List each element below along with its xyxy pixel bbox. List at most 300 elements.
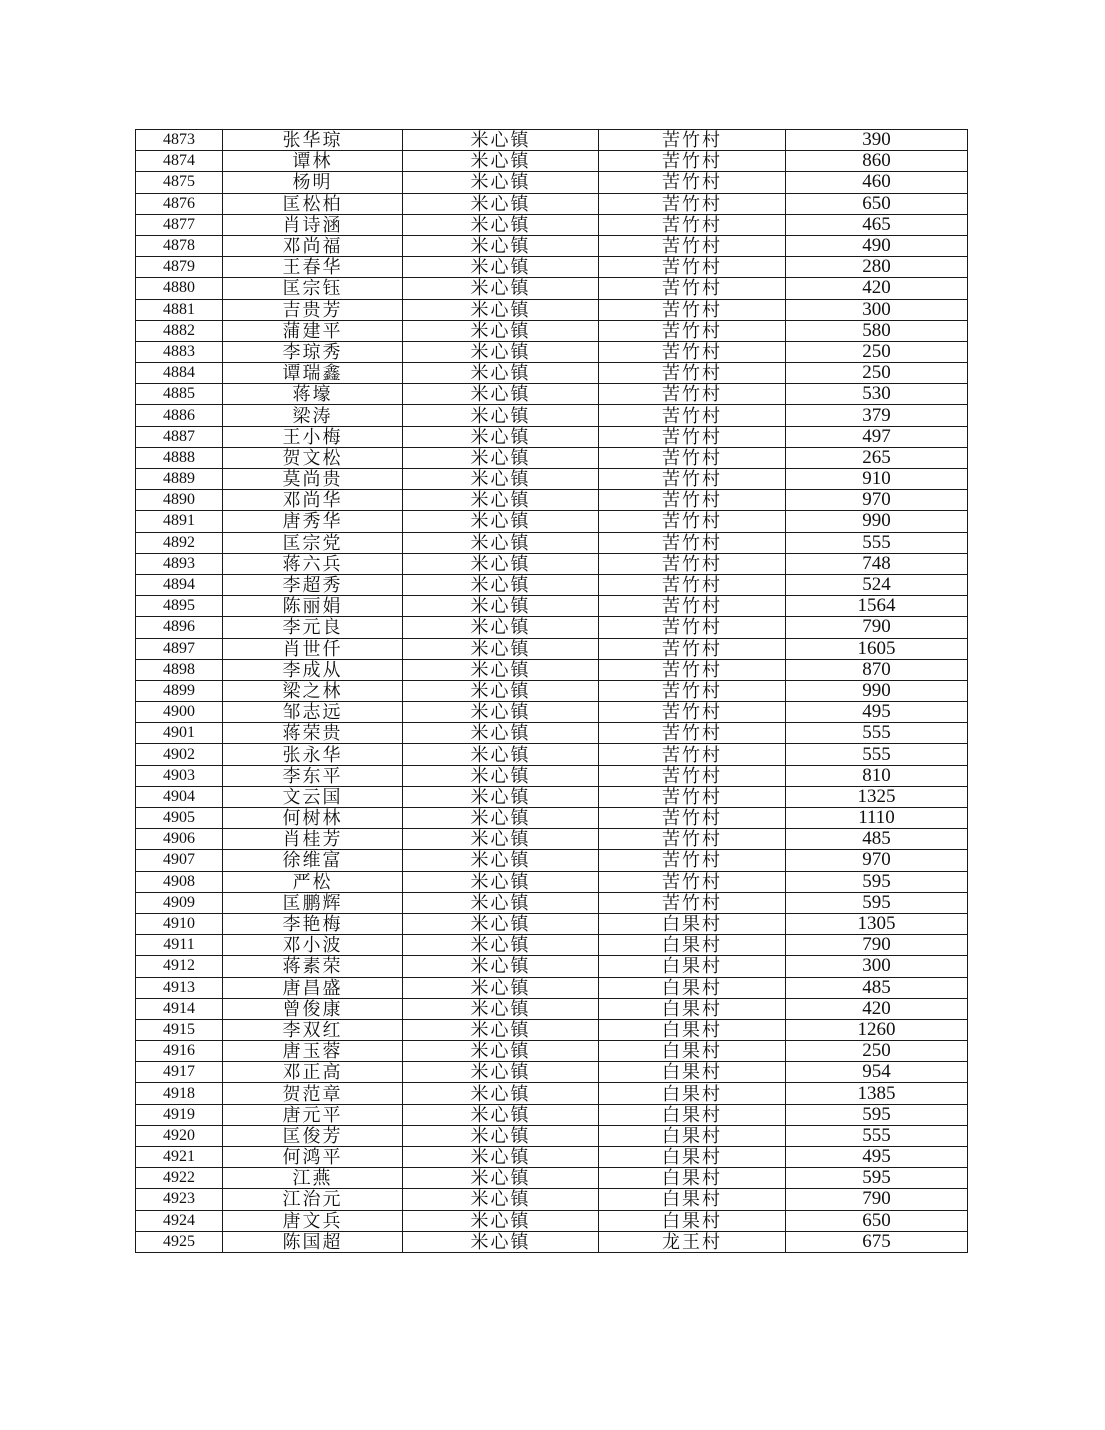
serial-number-cell: 4916 bbox=[136, 1041, 223, 1062]
amount-cell: 650 bbox=[786, 1210, 968, 1231]
amount-cell: 1305 bbox=[786, 913, 968, 934]
amount-cell: 250 bbox=[786, 363, 968, 384]
town-cell: 米心镇 bbox=[403, 1104, 599, 1125]
village-cell: 苦竹村 bbox=[599, 278, 786, 299]
amount-cell: 990 bbox=[786, 511, 968, 532]
serial-number-cell: 4900 bbox=[136, 702, 223, 723]
serial-number-cell: 4877 bbox=[136, 214, 223, 235]
village-cell: 苦竹村 bbox=[599, 447, 786, 468]
table-row bbox=[136, 977, 968, 998]
person-name-cell: 严松 bbox=[223, 871, 403, 892]
village-cell: 苦竹村 bbox=[599, 320, 786, 341]
person-name-cell: 唐昌盛 bbox=[223, 977, 403, 998]
town-cell: 米心镇 bbox=[403, 659, 599, 680]
village-cell: 苦竹村 bbox=[599, 723, 786, 744]
town-cell: 米心镇 bbox=[403, 808, 599, 829]
person-name-cell: 文云国 bbox=[223, 786, 403, 807]
village-cell: 龙王村 bbox=[599, 1231, 786, 1252]
village-cell: 苦竹村 bbox=[599, 235, 786, 256]
amount-cell: 675 bbox=[786, 1231, 968, 1252]
person-name-cell: 张永华 bbox=[223, 744, 403, 765]
person-name-cell: 唐元平 bbox=[223, 1104, 403, 1125]
town-cell: 米心镇 bbox=[403, 532, 599, 553]
person-name-cell: 匡鹏辉 bbox=[223, 892, 403, 913]
amount-cell: 250 bbox=[786, 1041, 968, 1062]
amount-cell: 379 bbox=[786, 405, 968, 426]
person-name-cell: 贺范章 bbox=[223, 1083, 403, 1104]
town-cell: 米心镇 bbox=[403, 765, 599, 786]
amount-cell: 300 bbox=[786, 956, 968, 977]
person-name-cell: 徐维富 bbox=[223, 850, 403, 871]
village-cell: 苦竹村 bbox=[599, 744, 786, 765]
village-cell: 白果村 bbox=[599, 1019, 786, 1040]
village-cell: 白果村 bbox=[599, 1041, 786, 1062]
person-name-cell: 肖桂芳 bbox=[223, 829, 403, 850]
village-cell: 苦竹村 bbox=[599, 384, 786, 405]
amount-cell: 580 bbox=[786, 320, 968, 341]
amount-cell: 954 bbox=[786, 1062, 968, 1083]
serial-number-cell: 4917 bbox=[136, 1062, 223, 1083]
serial-number-cell: 4896 bbox=[136, 617, 223, 638]
person-name-cell: 匡松柏 bbox=[223, 193, 403, 214]
town-cell: 米心镇 bbox=[403, 130, 599, 151]
town-cell: 米心镇 bbox=[403, 723, 599, 744]
serial-number-cell: 4919 bbox=[136, 1104, 223, 1125]
table-row bbox=[136, 1189, 968, 1210]
serial-number-cell: 4876 bbox=[136, 193, 223, 214]
serial-number-cell: 4923 bbox=[136, 1189, 223, 1210]
person-name-cell: 江治元 bbox=[223, 1189, 403, 1210]
serial-number-cell: 4886 bbox=[136, 405, 223, 426]
person-name-cell: 邓尚福 bbox=[223, 235, 403, 256]
village-cell: 白果村 bbox=[599, 1189, 786, 1210]
village-cell: 苦竹村 bbox=[599, 702, 786, 723]
village-cell: 苦竹村 bbox=[599, 659, 786, 680]
table-row bbox=[136, 935, 968, 956]
amount-cell: 490 bbox=[786, 235, 968, 256]
village-cell: 白果村 bbox=[599, 1104, 786, 1125]
person-name-cell: 江燕 bbox=[223, 1168, 403, 1189]
town-cell: 米心镇 bbox=[403, 1019, 599, 1040]
village-cell: 白果村 bbox=[599, 977, 786, 998]
village-cell: 苦竹村 bbox=[599, 490, 786, 511]
person-name-cell: 谭瑞鑫 bbox=[223, 363, 403, 384]
table-row bbox=[136, 1019, 968, 1040]
serial-number-cell: 4892 bbox=[136, 532, 223, 553]
person-name-cell: 匡俊芳 bbox=[223, 1125, 403, 1146]
village-cell: 苦竹村 bbox=[599, 363, 786, 384]
town-cell: 米心镇 bbox=[403, 956, 599, 977]
village-cell: 苦竹村 bbox=[599, 299, 786, 320]
amount-cell: 280 bbox=[786, 257, 968, 278]
town-cell: 米心镇 bbox=[403, 892, 599, 913]
table-row bbox=[136, 193, 968, 214]
amount-cell: 265 bbox=[786, 447, 968, 468]
table-row bbox=[136, 511, 968, 532]
amount-cell: 860 bbox=[786, 151, 968, 172]
person-name-cell: 蒲建平 bbox=[223, 320, 403, 341]
serial-number-cell: 4890 bbox=[136, 490, 223, 511]
table-row bbox=[136, 850, 968, 871]
village-cell: 苦竹村 bbox=[599, 892, 786, 913]
table-row bbox=[136, 278, 968, 299]
town-cell: 米心镇 bbox=[403, 278, 599, 299]
person-name-cell: 杨明 bbox=[223, 172, 403, 193]
town-cell: 米心镇 bbox=[403, 553, 599, 574]
town-cell: 米心镇 bbox=[403, 935, 599, 956]
amount-cell: 1564 bbox=[786, 596, 968, 617]
village-cell: 苦竹村 bbox=[599, 553, 786, 574]
serial-number-cell: 4884 bbox=[136, 363, 223, 384]
amount-cell: 595 bbox=[786, 871, 968, 892]
village-cell: 白果村 bbox=[599, 1125, 786, 1146]
table-row bbox=[136, 574, 968, 595]
serial-number-cell: 4888 bbox=[136, 447, 223, 468]
person-name-cell: 唐文兵 bbox=[223, 1210, 403, 1231]
person-name-cell: 梁之林 bbox=[223, 680, 403, 701]
town-cell: 米心镇 bbox=[403, 1083, 599, 1104]
serial-number-cell: 4873 bbox=[136, 130, 223, 151]
person-name-cell: 何鸿平 bbox=[223, 1147, 403, 1168]
table-row bbox=[136, 214, 968, 235]
table-row bbox=[136, 596, 968, 617]
amount-cell: 390 bbox=[786, 130, 968, 151]
village-cell: 苦竹村 bbox=[599, 405, 786, 426]
person-name-cell: 陈国超 bbox=[223, 1231, 403, 1252]
serial-number-cell: 4893 bbox=[136, 553, 223, 574]
table-row bbox=[136, 130, 968, 151]
town-cell: 米心镇 bbox=[403, 744, 599, 765]
amount-cell: 790 bbox=[786, 1189, 968, 1210]
table-row bbox=[136, 956, 968, 977]
serial-number-cell: 4883 bbox=[136, 341, 223, 362]
table-row bbox=[136, 871, 968, 892]
person-name-cell: 贺文松 bbox=[223, 447, 403, 468]
amount-cell: 250 bbox=[786, 341, 968, 362]
amount-cell: 970 bbox=[786, 490, 968, 511]
serial-number-cell: 4903 bbox=[136, 765, 223, 786]
table-row bbox=[136, 1125, 968, 1146]
table-row bbox=[136, 998, 968, 1019]
table-row bbox=[136, 786, 968, 807]
town-cell: 米心镇 bbox=[403, 829, 599, 850]
amount-cell: 790 bbox=[786, 617, 968, 638]
person-name-cell: 唐秀华 bbox=[223, 511, 403, 532]
amount-cell: 495 bbox=[786, 702, 968, 723]
amount-cell: 910 bbox=[786, 469, 968, 490]
village-cell: 苦竹村 bbox=[599, 130, 786, 151]
serial-number-cell: 4897 bbox=[136, 638, 223, 659]
table-row bbox=[136, 702, 968, 723]
serial-number-cell: 4879 bbox=[136, 257, 223, 278]
serial-number-cell: 4898 bbox=[136, 659, 223, 680]
serial-number-cell: 4881 bbox=[136, 299, 223, 320]
serial-number-cell: 4878 bbox=[136, 235, 223, 256]
town-cell: 米心镇 bbox=[403, 1062, 599, 1083]
amount-cell: 555 bbox=[786, 1125, 968, 1146]
village-cell: 白果村 bbox=[599, 1062, 786, 1083]
town-cell: 米心镇 bbox=[403, 469, 599, 490]
table-row bbox=[136, 638, 968, 659]
person-name-cell: 李艳梅 bbox=[223, 913, 403, 934]
town-cell: 米心镇 bbox=[403, 511, 599, 532]
serial-number-cell: 4902 bbox=[136, 744, 223, 765]
amount-cell: 555 bbox=[786, 532, 968, 553]
serial-number-cell: 4899 bbox=[136, 680, 223, 701]
table-row bbox=[136, 405, 968, 426]
amount-cell: 650 bbox=[786, 193, 968, 214]
town-cell: 米心镇 bbox=[403, 680, 599, 701]
table-row bbox=[136, 490, 968, 511]
table-row bbox=[136, 426, 968, 447]
village-cell: 苦竹村 bbox=[599, 829, 786, 850]
town-cell: 米心镇 bbox=[403, 1168, 599, 1189]
town-cell: 米心镇 bbox=[403, 1210, 599, 1231]
serial-number-cell: 4912 bbox=[136, 956, 223, 977]
amount-cell: 1110 bbox=[786, 808, 968, 829]
village-cell: 苦竹村 bbox=[599, 257, 786, 278]
serial-number-cell: 4925 bbox=[136, 1231, 223, 1252]
town-cell: 米心镇 bbox=[403, 341, 599, 362]
person-name-cell: 蒋壕 bbox=[223, 384, 403, 405]
village-cell: 白果村 bbox=[599, 1147, 786, 1168]
village-cell: 苦竹村 bbox=[599, 871, 786, 892]
person-name-cell: 邹志远 bbox=[223, 702, 403, 723]
serial-number-cell: 4908 bbox=[136, 871, 223, 892]
person-name-cell: 邓正高 bbox=[223, 1062, 403, 1083]
town-cell: 米心镇 bbox=[403, 913, 599, 934]
town-cell: 米心镇 bbox=[403, 1189, 599, 1210]
town-cell: 米心镇 bbox=[403, 574, 599, 595]
person-name-cell: 唐玉蓉 bbox=[223, 1041, 403, 1062]
amount-cell: 1260 bbox=[786, 1019, 968, 1040]
table-row bbox=[136, 617, 968, 638]
serial-number-cell: 4921 bbox=[136, 1147, 223, 1168]
amount-cell: 595 bbox=[786, 892, 968, 913]
table-row bbox=[136, 680, 968, 701]
person-name-cell: 陈丽娟 bbox=[223, 596, 403, 617]
town-cell: 米心镇 bbox=[403, 977, 599, 998]
table-row bbox=[136, 172, 968, 193]
table-row bbox=[136, 829, 968, 850]
person-name-cell: 李东平 bbox=[223, 765, 403, 786]
serial-number-cell: 4915 bbox=[136, 1019, 223, 1040]
town-cell: 米心镇 bbox=[403, 151, 599, 172]
village-cell: 苦竹村 bbox=[599, 151, 786, 172]
table-row bbox=[136, 447, 968, 468]
village-cell: 白果村 bbox=[599, 913, 786, 934]
village-cell: 苦竹村 bbox=[599, 426, 786, 447]
amount-cell: 595 bbox=[786, 1104, 968, 1125]
amount-cell: 460 bbox=[786, 172, 968, 193]
table-row bbox=[136, 257, 968, 278]
village-cell: 白果村 bbox=[599, 935, 786, 956]
amount-cell: 485 bbox=[786, 977, 968, 998]
table-row bbox=[136, 723, 968, 744]
town-cell: 米心镇 bbox=[403, 214, 599, 235]
village-cell: 苦竹村 bbox=[599, 765, 786, 786]
village-cell: 苦竹村 bbox=[599, 574, 786, 595]
town-cell: 米心镇 bbox=[403, 871, 599, 892]
amount-cell: 465 bbox=[786, 214, 968, 235]
amount-cell: 595 bbox=[786, 1168, 968, 1189]
amount-cell: 1605 bbox=[786, 638, 968, 659]
serial-number-cell: 4909 bbox=[136, 892, 223, 913]
amount-cell: 420 bbox=[786, 278, 968, 299]
village-cell: 苦竹村 bbox=[599, 193, 786, 214]
town-cell: 米心镇 bbox=[403, 405, 599, 426]
town-cell: 米心镇 bbox=[403, 193, 599, 214]
person-name-cell: 张华琼 bbox=[223, 130, 403, 151]
village-cell: 苦竹村 bbox=[599, 680, 786, 701]
serial-number-cell: 4895 bbox=[136, 596, 223, 617]
roster-table-body bbox=[136, 130, 968, 1253]
person-name-cell: 李超秀 bbox=[223, 574, 403, 595]
village-cell: 苦竹村 bbox=[599, 172, 786, 193]
serial-number-cell: 4906 bbox=[136, 829, 223, 850]
serial-number-cell: 4911 bbox=[136, 935, 223, 956]
village-cell: 苦竹村 bbox=[599, 808, 786, 829]
serial-number-cell: 4885 bbox=[136, 384, 223, 405]
person-name-cell: 李双红 bbox=[223, 1019, 403, 1040]
person-name-cell: 曾俊康 bbox=[223, 998, 403, 1019]
village-cell: 苦竹村 bbox=[599, 532, 786, 553]
table-row bbox=[136, 235, 968, 256]
town-cell: 米心镇 bbox=[403, 320, 599, 341]
roster-table bbox=[135, 129, 968, 1253]
table-row bbox=[136, 469, 968, 490]
village-cell: 苦竹村 bbox=[599, 850, 786, 871]
person-name-cell: 莫尚贵 bbox=[223, 469, 403, 490]
town-cell: 米心镇 bbox=[403, 1147, 599, 1168]
serial-number-cell: 4874 bbox=[136, 151, 223, 172]
town-cell: 米心镇 bbox=[403, 363, 599, 384]
table-row bbox=[136, 384, 968, 405]
serial-number-cell: 4901 bbox=[136, 723, 223, 744]
table-row bbox=[136, 1083, 968, 1104]
amount-cell: 485 bbox=[786, 829, 968, 850]
village-cell: 苦竹村 bbox=[599, 214, 786, 235]
person-name-cell: 邓小波 bbox=[223, 935, 403, 956]
person-name-cell: 肖诗涵 bbox=[223, 214, 403, 235]
serial-number-cell: 4882 bbox=[136, 320, 223, 341]
serial-number-cell: 4907 bbox=[136, 850, 223, 871]
amount-cell: 524 bbox=[786, 574, 968, 595]
person-name-cell: 李元良 bbox=[223, 617, 403, 638]
amount-cell: 790 bbox=[786, 935, 968, 956]
person-name-cell: 邓尚华 bbox=[223, 490, 403, 511]
table-row bbox=[136, 320, 968, 341]
table-row bbox=[136, 299, 968, 320]
town-cell: 米心镇 bbox=[403, 490, 599, 511]
amount-cell: 748 bbox=[786, 553, 968, 574]
town-cell: 米心镇 bbox=[403, 617, 599, 638]
amount-cell: 810 bbox=[786, 765, 968, 786]
amount-cell: 1385 bbox=[786, 1083, 968, 1104]
town-cell: 米心镇 bbox=[403, 850, 599, 871]
serial-number-cell: 4875 bbox=[136, 172, 223, 193]
table-row bbox=[136, 892, 968, 913]
amount-cell: 970 bbox=[786, 850, 968, 871]
town-cell: 米心镇 bbox=[403, 1125, 599, 1146]
amount-cell: 300 bbox=[786, 299, 968, 320]
person-name-cell: 何树林 bbox=[223, 808, 403, 829]
amount-cell: 1325 bbox=[786, 786, 968, 807]
village-cell: 苦竹村 bbox=[599, 617, 786, 638]
table-row bbox=[136, 1062, 968, 1083]
table-row bbox=[136, 744, 968, 765]
table-row bbox=[136, 1168, 968, 1189]
town-cell: 米心镇 bbox=[403, 1041, 599, 1062]
serial-number-cell: 4914 bbox=[136, 998, 223, 1019]
amount-cell: 555 bbox=[786, 723, 968, 744]
person-name-cell: 蒋荣贵 bbox=[223, 723, 403, 744]
person-name-cell: 谭林 bbox=[223, 151, 403, 172]
town-cell: 米心镇 bbox=[403, 299, 599, 320]
serial-number-cell: 4891 bbox=[136, 511, 223, 532]
village-cell: 白果村 bbox=[599, 1168, 786, 1189]
table-row bbox=[136, 659, 968, 680]
table-row bbox=[136, 363, 968, 384]
amount-cell: 555 bbox=[786, 744, 968, 765]
amount-cell: 870 bbox=[786, 659, 968, 680]
village-cell: 苦竹村 bbox=[599, 638, 786, 659]
table-row bbox=[136, 553, 968, 574]
serial-number-cell: 4920 bbox=[136, 1125, 223, 1146]
serial-number-cell: 4889 bbox=[136, 469, 223, 490]
village-cell: 苦竹村 bbox=[599, 786, 786, 807]
person-name-cell: 匡宗钰 bbox=[223, 278, 403, 299]
table-row bbox=[136, 913, 968, 934]
town-cell: 米心镇 bbox=[403, 638, 599, 659]
town-cell: 米心镇 bbox=[403, 447, 599, 468]
town-cell: 米心镇 bbox=[403, 786, 599, 807]
person-name-cell: 蒋六兵 bbox=[223, 553, 403, 574]
town-cell: 米心镇 bbox=[403, 702, 599, 723]
person-name-cell: 肖世仟 bbox=[223, 638, 403, 659]
amount-cell: 497 bbox=[786, 426, 968, 447]
amount-cell: 990 bbox=[786, 680, 968, 701]
village-cell: 白果村 bbox=[599, 1210, 786, 1231]
village-cell: 苦竹村 bbox=[599, 596, 786, 617]
town-cell: 米心镇 bbox=[403, 1231, 599, 1252]
town-cell: 米心镇 bbox=[403, 235, 599, 256]
person-name-cell: 李成从 bbox=[223, 659, 403, 680]
amount-cell: 420 bbox=[786, 998, 968, 1019]
table-row bbox=[136, 341, 968, 362]
serial-number-cell: 4922 bbox=[136, 1168, 223, 1189]
person-name-cell: 王小梅 bbox=[223, 426, 403, 447]
table-row bbox=[136, 151, 968, 172]
village-cell: 白果村 bbox=[599, 998, 786, 1019]
serial-number-cell: 4924 bbox=[136, 1210, 223, 1231]
amount-cell: 495 bbox=[786, 1147, 968, 1168]
table-row bbox=[136, 1210, 968, 1231]
table-row bbox=[136, 532, 968, 553]
serial-number-cell: 4905 bbox=[136, 808, 223, 829]
serial-number-cell: 4887 bbox=[136, 426, 223, 447]
serial-number-cell: 4904 bbox=[136, 786, 223, 807]
amount-cell: 530 bbox=[786, 384, 968, 405]
village-cell: 白果村 bbox=[599, 1083, 786, 1104]
village-cell: 白果村 bbox=[599, 956, 786, 977]
town-cell: 米心镇 bbox=[403, 257, 599, 278]
serial-number-cell: 4918 bbox=[136, 1083, 223, 1104]
serial-number-cell: 4880 bbox=[136, 278, 223, 299]
person-name-cell: 李琼秀 bbox=[223, 341, 403, 362]
village-cell: 苦竹村 bbox=[599, 511, 786, 532]
person-name-cell: 匡宗党 bbox=[223, 532, 403, 553]
